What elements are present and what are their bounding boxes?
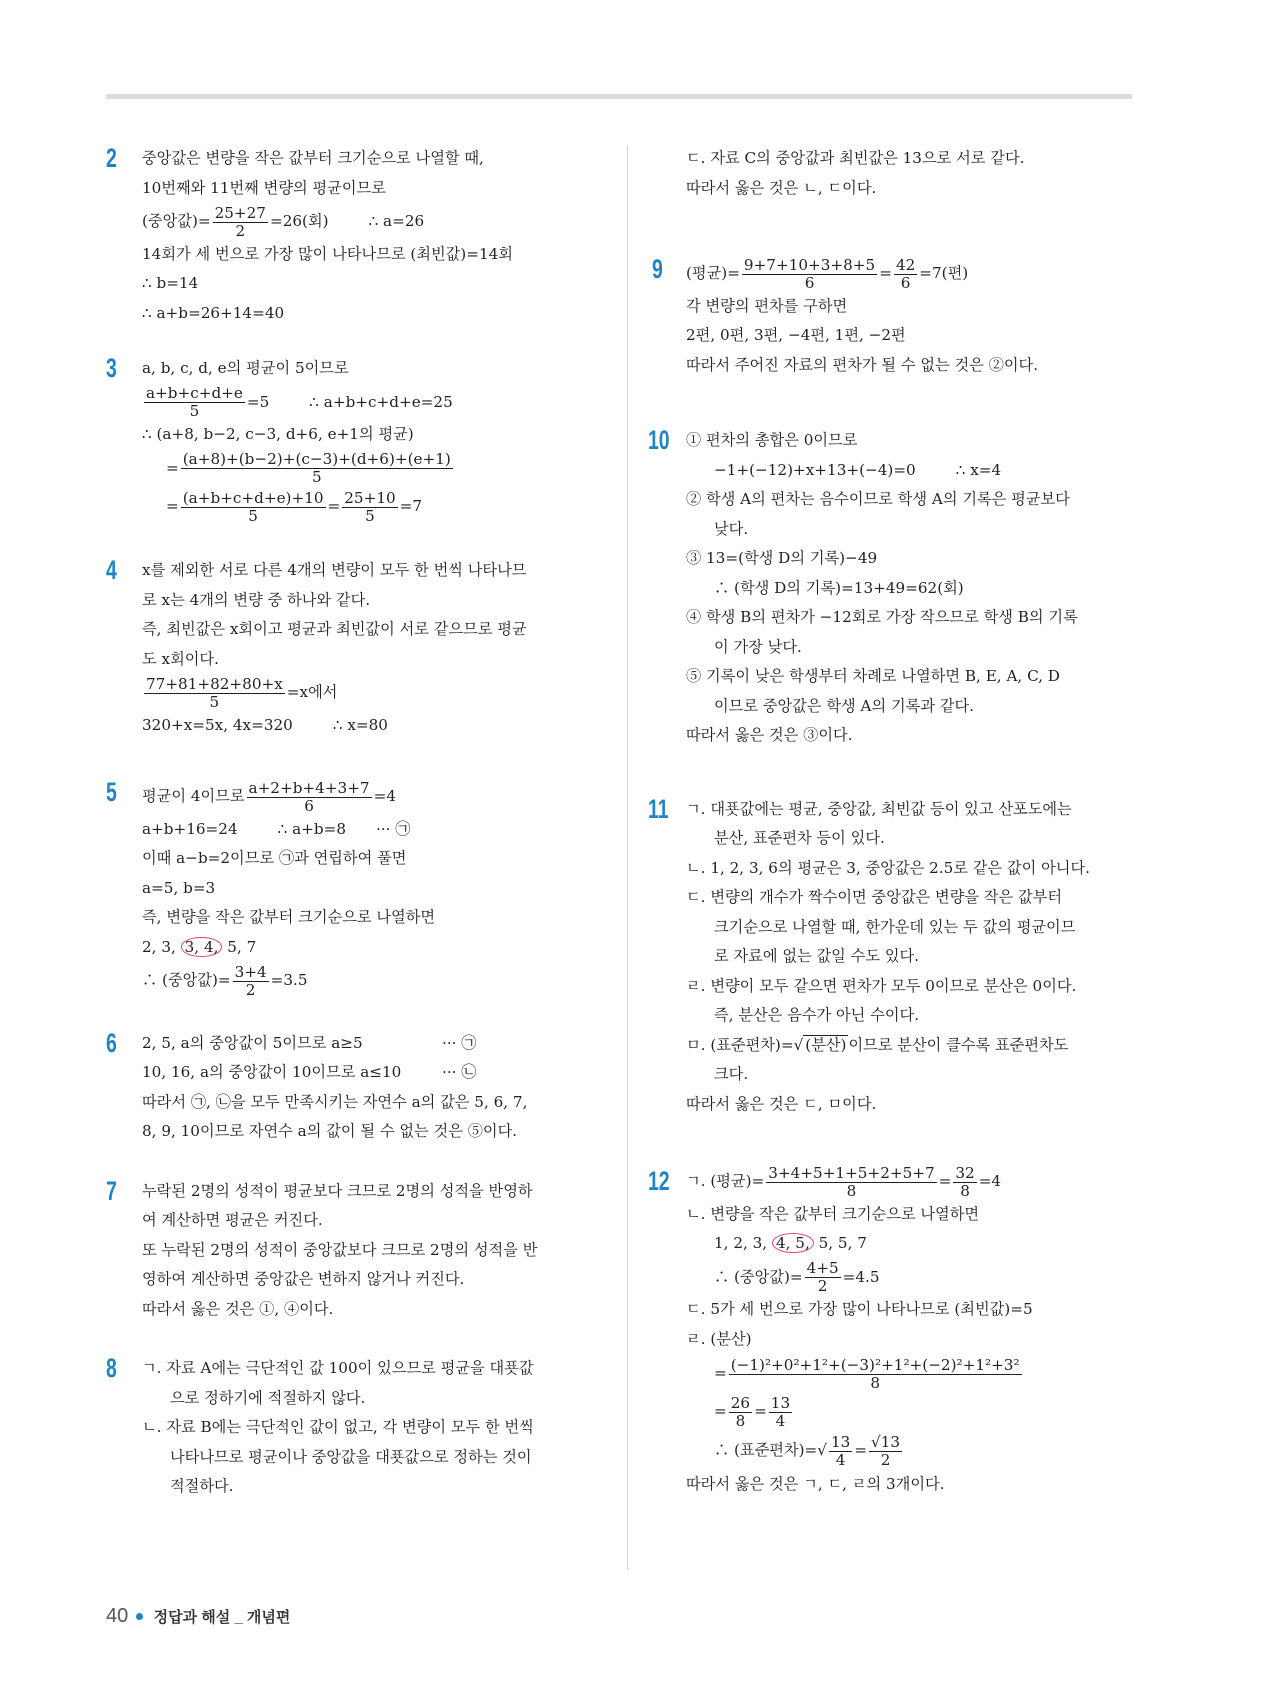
- text-line: 10번째와 11번째 변량의 평균이므로: [142, 178, 386, 197]
- fraction: $\frac{3+4}{2}$: [234, 962, 267, 999]
- text-line: ㄹ. 변량이 모두 같으면 편차가 모두 0이므로 분산은 0이다.: [686, 976, 1077, 995]
- text-line: ㄴ. 1, 2, 3, 6의 평균은 3, 중앙값은 2.5로 같은 값이 아니다.: [686, 858, 1090, 877]
- text-line: 낮다.: [714, 519, 749, 538]
- text-line: 따라서 옳은 것은 ㄴ, ㄷ이다.: [686, 178, 877, 197]
- formula-line: (중앙값)= $\frac{25+27}{2}$ =26(회) ∴ a=26: [142, 203, 425, 240]
- page-number: 40: [106, 1605, 129, 1627]
- text-line: 누락된 2명의 성적이 평균보다 크므로 2명의 성적을 반영하: [142, 1181, 533, 1200]
- fraction: $\frac{42}{6}$: [895, 255, 916, 292]
- problem-number: 3: [106, 353, 117, 383]
- formula-line: 320+x=5x, 4x=320 ∴ x=80: [142, 715, 388, 734]
- text-line: 여 계산하면 평균은 커진다.: [142, 1211, 323, 1229]
- fraction: $\frac{(a+b+c+d+e)+10}{5}$: [182, 488, 324, 525]
- text-line: 따라서 ㉠, ㉡을 모두 만족시키는 자연수 a의 값은 5, 6, 7,: [142, 1092, 528, 1111]
- problem-number: 9: [652, 254, 663, 284]
- formula-line: = $\frac{(a+b+c+d+e)+10}{5}$ = $\frac{25+10}{5}$ =7: [166, 488, 423, 525]
- problem-number: 4: [106, 555, 117, 585]
- fraction: $\frac{\text{(−1)²+0²+1²+(−3)²+1²+(−2)²+1²+3²}}{8}$: [730, 1355, 1020, 1392]
- fraction: $\frac{a+2+b+4+3+7}{6}$: [248, 778, 370, 815]
- fraction: $\frac{77+81+82+80+x}{5}$: [146, 674, 283, 711]
- text-line: 중앙값은 변량을 작은 값부터 크기순으로 나열할 때,: [142, 149, 484, 167]
- problem-8-continued: [658, 144, 1158, 203]
- right-column: [648, 144, 1158, 1500]
- text-line: 8, 9, 10이므로 자연수 a의 값이 될 수 없는 것은 ⑤이다.: [142, 1122, 518, 1140]
- problem-5: [106, 778, 606, 999]
- text-line: 또 누락된 2명의 성적이 중앙값보다 크므로 2명의 성적을 반: [142, 1240, 538, 1259]
- text-line: ㄴ. 변량을 작은 값부터 크기순으로 나열하면: [686, 1204, 980, 1223]
- column-divider: [627, 146, 628, 1570]
- problem-6: [106, 1029, 606, 1147]
- text-line: 즉, 변량을 작은 값부터 크기순으로 나열하면: [142, 908, 436, 926]
- formula-line: a+b+16=24 ∴ a+b=8 ··· ㉠: [142, 819, 411, 838]
- median-highlight: 4, 5,: [772, 1233, 814, 1253]
- text-line: 로 x는 4개의 변량 중 하나와 같다.: [142, 590, 371, 609]
- fraction: $\frac{a+b+c+d+e}{5}$: [146, 384, 243, 420]
- formula-line: ㄱ. (평균)= $\frac{3+4+5+1+5+2+5+7}{8}$ = $\frac{32}{8}$ =4: [686, 1163, 1002, 1200]
- text-line: ㄹ. (분산): [686, 1329, 752, 1348]
- text-line: ㄷ. 5가 세 번으로 가장 많이 나타나므로 (최빈값)=5: [686, 1300, 1033, 1318]
- text-line: ∴ a+b=26+14=40: [142, 303, 285, 322]
- problem-3: [106, 354, 606, 526]
- fraction: $\frac{25+27}{2}$: [214, 203, 266, 240]
- problem-number: 11: [648, 793, 669, 824]
- problem-number: 6: [106, 1027, 117, 1058]
- formula-line: $\frac{77+81+82+80+x}{5}$ =x에서: [146, 674, 338, 711]
- fraction: $\frac{9+7+10+3+8+5}{6}$: [743, 255, 876, 292]
- fraction: $\frac{32}{8}$: [955, 1163, 975, 1200]
- text-line: ∴ (a+8, b−2, c−3, d+6, e+1의 평균): [142, 425, 414, 443]
- page-footer: [106, 1605, 290, 1628]
- formula-line: 2, 5, a의 중앙값이 5이므로 a≥5 ··· ㉠: [142, 1033, 477, 1052]
- formula-line: $\frac{a+b+c+d+e}{5}$ =5 ∴ a+b+c+d+e=25: [146, 384, 453, 420]
- text-line: 즉, 분산은 음수가 아닌 수이다.: [714, 1006, 920, 1024]
- bullet-icon: [136, 1613, 143, 1620]
- formula-line: ㅁ. (표준편차)=√ (분산) 이므로 분산이 클수록 표준편차도: [686, 1035, 1069, 1054]
- text-line: 영하여 계산하면 중앙값은 변하지 않거나 커진다.: [142, 1270, 465, 1288]
- text-line: ∴ (학생 D의 기록)=13+49=62(회): [714, 578, 964, 597]
- median-highlight: 3, 4,: [181, 937, 223, 957]
- text-line: 이 가장 낮다.: [714, 637, 802, 656]
- formula-line: ∴ (중앙값)= $\frac{4+5}{2}$ =4.5: [714, 1259, 880, 1295]
- text-line: 적절하다.: [170, 1477, 234, 1495]
- text-line: a, b, c, d, e의 평균이 5이므로: [142, 359, 349, 377]
- problem-number: 2: [106, 143, 117, 173]
- top-rule: [106, 94, 1132, 99]
- text-line: 으로 정하기에 적절하지 않다.: [170, 1388, 366, 1407]
- problem-11: [648, 793, 1158, 1120]
- text-line: ㄱ. 자료 A에는 극단적인 값 100이 있으므로 평균을 대푯값: [142, 1359, 534, 1377]
- problem-7: [106, 1177, 606, 1325]
- text-line: ④ 학생 B의 편차가 −12회로 가장 작으므로 학생 B의 기록: [686, 608, 1078, 626]
- formula-line: ∴ (중앙값)= $\frac{3+4}{2}$ =3.5: [142, 962, 308, 999]
- text-line: ② 학생 A의 편차는 음수이므로 학생 A의 기록은 평균보다: [686, 490, 1070, 508]
- text-line: 즉, 최빈값은 x회이고 평균과 최빈값이 서로 같으므로 평균: [142, 620, 527, 638]
- formula-line: = $\frac{\text{(−1)²+0²+1²+(−3)²+1²+(−2)²+1²+3²}}{8}$: [714, 1355, 1020, 1392]
- fraction: $\frac{(a+8)+(b-2)+(c-3)+(d+6)+(e+1)}{5}$: [182, 450, 451, 486]
- problem-10: [648, 425, 1158, 751]
- text-line: 따라서 주어진 자료의 편차가 될 수 없는 것은 ②이다.: [686, 355, 1039, 374]
- text-line: 14회가 세 번으로 가장 많이 나타나므로 (최빈값)=14회: [142, 244, 513, 263]
- problem-number: 7: [106, 1175, 117, 1206]
- text-line: 따라서 옳은 것은 ①, ④이다.: [142, 1299, 334, 1318]
- text-line: 도 x회이다.: [142, 649, 219, 668]
- text-line: x를 제외한 서로 다른 4개의 변량이 모두 한 번씩 나타나므: [142, 561, 527, 579]
- text-line: 로 자료에 없는 값일 수도 있다.: [714, 947, 920, 965]
- text-line: ∴ b=14: [142, 274, 199, 292]
- formula-line: −1+(−12)+x+13+(−4)=0 ∴ x=4: [714, 460, 1002, 479]
- text-line: 크다.: [714, 1065, 749, 1083]
- text-line: ㄴ. 자료 B에는 극단적인 값이 없고, 각 변량이 모두 한 번씩: [142, 1418, 534, 1436]
- formula-line: (평균)= $\frac{9+7+10+3+8+5}{6}$ = $\frac{42}{6}$ =7(편): [686, 255, 969, 292]
- text-line: ㄷ. 변량의 개수가 짝수이면 중앙값은 변량을 작은 값부터: [686, 888, 1063, 906]
- text-line: 이때 a−b=2이므로 ㉠과 연립하여 풀면: [142, 849, 407, 867]
- fraction: $\frac{√13}{2}$: [871, 1432, 901, 1469]
- problem-number: 12: [648, 1166, 670, 1196]
- text-line: 따라서 옳은 것은 ㄷ, ㅁ이다.: [686, 1094, 877, 1113]
- text-line: ③ 13=(학생 D의 기록)−49: [686, 549, 878, 567]
- fraction: $\frac{4+5}{2}$: [806, 1259, 839, 1295]
- problem-number: 10: [648, 425, 670, 455]
- text-line: ① 편차의 총합은 0이므로: [686, 431, 858, 449]
- fraction: $\frac{26}{8}$: [730, 1393, 751, 1430]
- text-line: ㄷ. 자료 C의 중앙값과 최빈값은 13으로 서로 같다.: [686, 149, 1025, 167]
- text-line: 따라서 옳은 것은 ㄱ, ㄷ, ㄹ의 3개이다.: [686, 1475, 945, 1493]
- formula-line: 1, 2, 3, 4, 5, 5, 5, 7: [714, 1234, 867, 1252]
- formula-line: = $\frac{(a+8)+(b-2)+(c-3)+(d+6)+(e+1)}{5}$: [166, 450, 451, 486]
- problem-2: [106, 144, 606, 328]
- formula-line: ∴ (표준편차)=√ $\frac{13}{4}$ = $\frac{√13}{2}$: [714, 1432, 901, 1469]
- problem-number: 8: [106, 1353, 117, 1383]
- problem-9: [652, 254, 1158, 380]
- text-line: 이므로 중앙값은 학생 A의 기록과 같다.: [714, 696, 975, 715]
- text-line: ⑤ 기록이 낮은 학생부터 차례로 나열하면 B, E, A, C, D: [686, 667, 1060, 685]
- fraction: $\frac{3+4+5+1+5+2+5+7}{8}$: [768, 1163, 935, 1200]
- text-line: 따라서 옳은 것은 ③이다.: [686, 726, 853, 744]
- text-line: 나타나므로 평균이나 중앙값을 대푯값으로 정하는 것이: [170, 1447, 532, 1466]
- text-line: 각 변량의 편차를 구하면: [686, 296, 848, 315]
- problem-4: [106, 556, 606, 740]
- text-line: 크기순으로 나열할 때, 한가운데 있는 두 값의 평균이므: [714, 917, 1076, 936]
- fraction: $\frac{13}{4}$: [770, 1393, 791, 1430]
- text-line: 분산, 표준편차 등이 있다.: [714, 829, 885, 847]
- text-line: ㄱ. 대푯값에는 평균, 중앙값, 최빈값 등이 있고 산포도에는: [686, 799, 1072, 818]
- formula-line: 평균이 4이므로 $\frac{a+2+b+4+3+7}{6}$ =4: [142, 778, 396, 815]
- fraction: $\frac{25+10}{5}$: [344, 488, 396, 525]
- fraction: $\frac{13}{4}$: [830, 1432, 851, 1469]
- formula-line: = $\frac{26}{8}$ = $\frac{13}{4}$: [714, 1393, 791, 1430]
- formula-line: 2, 3, 3, 4, 5, 7: [142, 937, 257, 956]
- formula-line: 10, 16, a의 중앙값이 10이므로 a≤10 ··· ㉡: [142, 1063, 477, 1081]
- problem-8: [106, 1354, 606, 1502]
- text-line: a=5, b=3: [142, 878, 216, 897]
- left-column: [106, 144, 606, 1502]
- footer-title: 정답과 해설 _ 개념편: [153, 1609, 291, 1626]
- problem-12: [648, 1163, 1158, 1500]
- problem-number: 5: [106, 777, 117, 807]
- text-line: 2편, 0편, 3편, −4편, 1편, −2편: [686, 326, 906, 344]
